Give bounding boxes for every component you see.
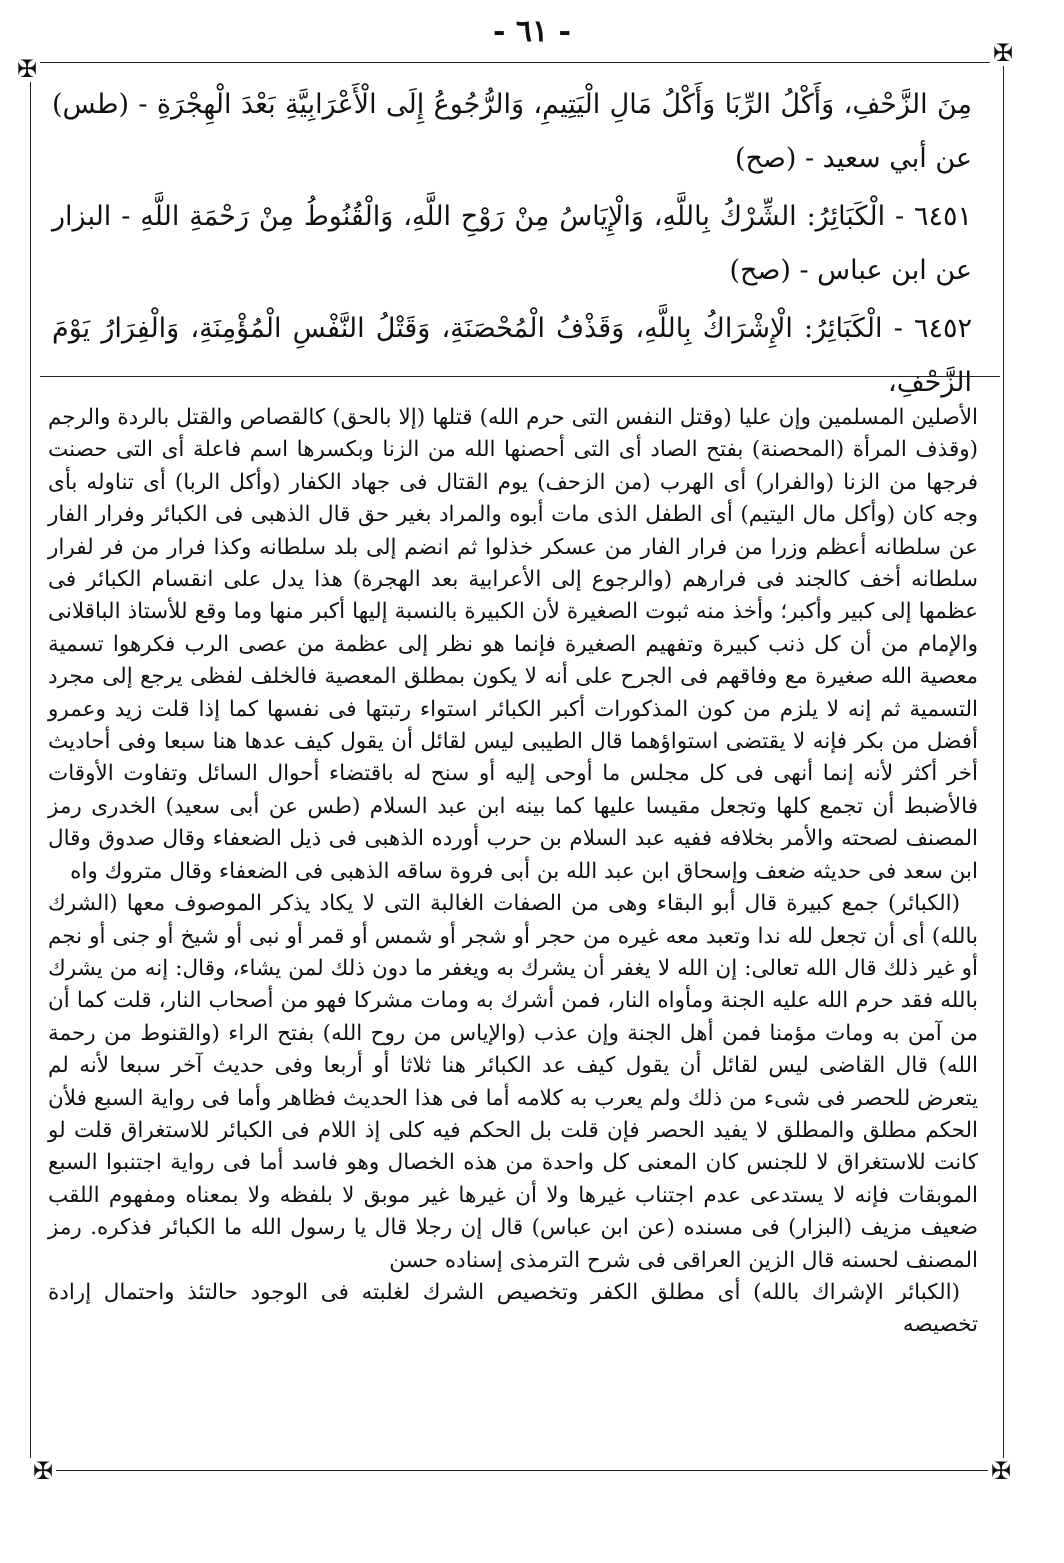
- hadith-continuation: مِنَ الزَّحْفِ، وَأَكْلُ الرِّبَا وَأَكْلُ مَالِ الْيَتِيمِ، وَالرُّجُوعُ إِلَى الْأَعْرَابِيَّةِ بَعْدَ الْهِجْرَةِ - (طس) عن أبي سعيد - (صح): [52, 89, 972, 174]
- corner-ornament-icon: ✠: [14, 56, 40, 82]
- corner-ornament-icon: ✠: [30, 1458, 56, 1484]
- commentary-paragraph: (الكبائر الإشراك بالله) أى مطلق الكفر وتخصيص الشرك لغلبته فى الوجود حالتئذ واحتمال إرادة تخصيصه: [48, 1279, 978, 1338]
- commentary-paragraph: الأصلين المسلمين وإن عليا (وقتل النفس التى حرم الله) قتلها (إلا بالحق) كالقصاص والقتل بالردة والرجم (وقذف المرأة (المحصنة) بفتح الصاد أى التى أحصنها الله من الزنا وبكسرها اسم فاعلة أى التى حصنت فرجها من الزنا (والفرار) أى الهرب (من الزحف) يوم القتال فى جهاد الكفار (وأكل الربا) أى تناوله بأى وجه كان (وأكل مال اليتيم) أى الطفل الذى مات أبوه والمراد بغير حق قال الذهبى فى الكبائر وفرار الفار عن سلطانه أعظم وزرا من فرار الفار من عسكر خذلوا ثم انضم إلى بلد سلطانه وكذا فرار من فر لفرار سلطانه أخف كالجند فى فرارهم (والرجوع إلى الأعرابية بعد الهجرة) هذا يدل على انقسام الكبائر فى عظمها إلى كبير وأكبر؛ وأخذ منه ثبوت الصغيرة لأن الكبيرة بالنسبة إليها أكبر منها وما وقع للأستاذ الباقلانى والإمام من أن كل ذنب كبيرة وتفهيم الصغيرة فإنما هو نظر إلى عظمة من عصى الرب فكرهوا تسمية معصية الله صغيرة مع وفاقهم فى الجرح على أنه لا يكون بمطلق المعصية فالخلف لفظى يرجع إلى مجرد التسمية ثم إنه لا يلزم من كون المذكورات أكبر الكبائر استواء رتبتها فى نفسها كما إذا قلت زيد وعمرو أفضل من بكر فإنه لا يقتضى استواؤهما قال الطيبى ليس لقائل أن يقول كيف عدها هنا سبعا وفى أحاديث أخر أكثر لأنه إنما أنهى فى كل مجلس ما أوحى إليه أو سنح له باقتضاء أحوال السائل وتفاوت الأوقات فالأضبط أن تجمع كلها وتجعل مقيسا عليها كما بينه ابن عبد السلام (طس عن أبى سعيد) الخدرى رمز المصنف لصحته والأمر بخلافه ففيه عبد السلام بن حرب أورده الذهبى فى ذيل الضعفاء وقال صدوق وقال ابن سعد فى حديثه ضعف وإسحاق ابن عبد الله بن أبى فروة ساقه الذهبى فى الضعفاء وقال متروك واه: [48, 405, 978, 884]
- commentary-text: [48, 402, 978, 1342]
- hadith-text: [52, 78, 972, 414]
- corner-ornament-icon: ✠: [990, 40, 1016, 66]
- page-number: - ٦١ -: [492, 14, 572, 49]
- section-divider: [40, 376, 1000, 377]
- hadith-6451: ٦٤٥١ - الْكَبَائِرُ: الشِّرْكُ بِاللَّهِ، وَالْإِيَاسُ مِنْ رَوْحِ اللَّهِ، وَالْقُنُوطُ مِنْ رَحْمَةِ اللَّهِ - البزار عن ابن عباس - (صح): [52, 201, 972, 286]
- hadith-6452: ٦٤٥٢ - الْكَبَائِرُ: الْإِشْرَاكُ بِاللَّهِ، وَقَذْفُ الْمُحْصَنَةِ، وَقَتْلُ النَّفْسِ الْمُؤْمِنَةِ، وَالْفِرَارُ يَوْمَ الزَّحْفِ،: [52, 313, 972, 398]
- commentary-paragraph: (الكبائر) جمع كبيرة قال أبو البقاء وهى من الصفات الغالبة التى لا يكاد يذكر الموصوف معها (الشرك بالله) أى أن تجعل لله ندا وتعبد معه غيره من حجر أو شجر أو شمس أو قمر أو نبى أو شيخ أو جنى أو نجم أو غير ذلك قال الله تعالى: إن الله لا يغفر أن يشرك به ويغفر ما دون ذلك لمن يشاء، وقال: إنه من يشرك بالله فقد حرم الله عليه الجنة ومأواه النار، فمن أشرك به ومات مشركا فهو من أصحاب النار، قلت كما أن من آمن به ومات مؤمنا فمن أهل الجنة وإن عذب (والإياس من روح الله) بفتح الراء (والقنوط من رحمة الله) قال القاضى ليس لقائل أن يقول كيف عد الكبائر هنا ثلاثا أو أربعا وفى حديث آخر سبعا لأنه لم يتعرض للحصر فى شىء من ذلك ولم يعرب به كلامه أما فى هذا الحديث فظاهر وأما فى رواية السبع فلأن الحكم مطلق والمطلق لا يفيد الحصر فإن قلت بل الحكم فيه كلى إذ اللام فى الكبائر للاستغراق قلت لو كانت للاستغراق لا للجنس كان المعنى كل واحدة من هذه الخصال وهو فاسد أما فى رواية اجتنبوا السبع الموبقات فإنه لا يستدعى عدم اجتناب غيرها ولا أن غيرها غير موبق لا بلفظه ولا بمعناه ومفهوم اللقب ضعيف مزيف (البزار) فى مسنده (عن ابن عباس) قال إن رجلا قال يا رسول الله ما الكبائر فذكره. رمز المصنف لحسنه قال الزين العراقى فى شرح الترمذى إسناده حسن: [48, 891, 978, 1273]
- corner-ornament-icon: ✠: [988, 1458, 1014, 1484]
